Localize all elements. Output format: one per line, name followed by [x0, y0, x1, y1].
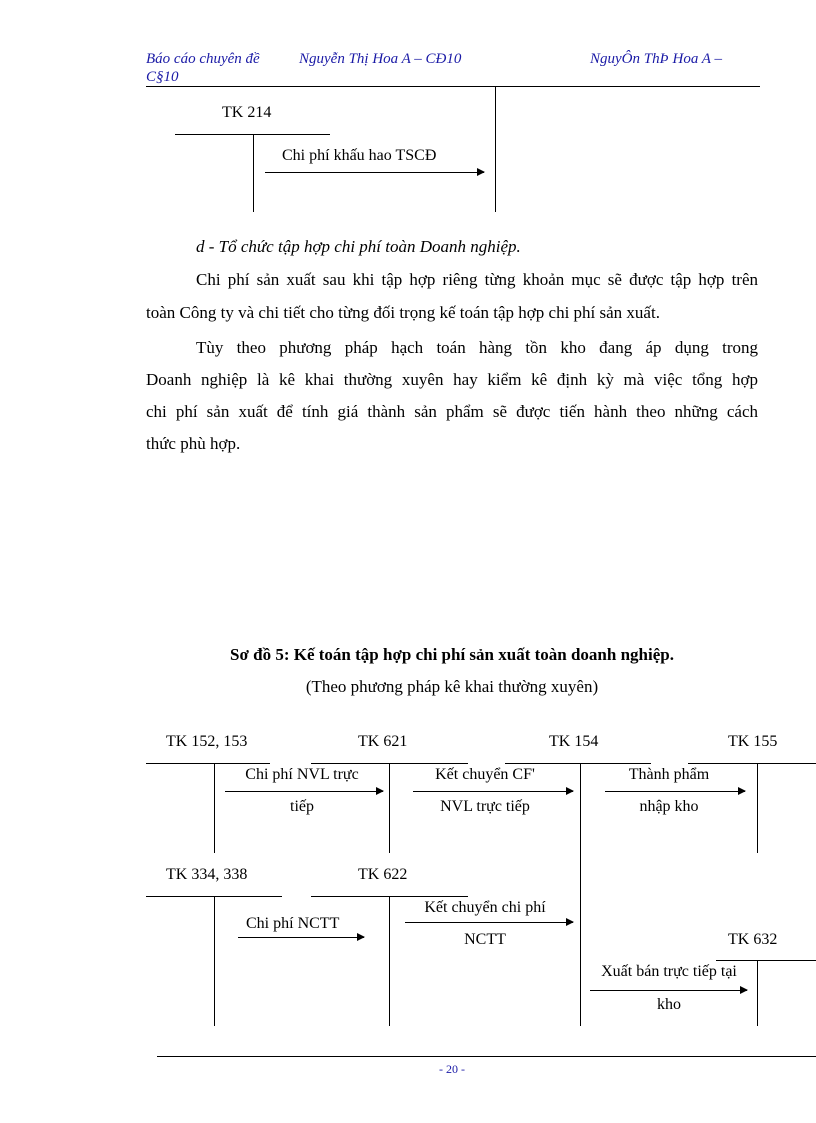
kc-nvl-arrow: [413, 791, 573, 792]
tk632-rule: [716, 960, 816, 961]
tk155-label: TK 155: [728, 733, 778, 750]
tk152-label: TK 152, 153: [166, 733, 248, 750]
tp-arrow: [605, 791, 745, 792]
kc-nc-entry-line1: Kết chuyển chi phí: [424, 899, 546, 916]
tk632-label: TK 632: [728, 931, 778, 948]
tp-entry-line2: nhập kho: [639, 798, 699, 815]
tk214-label: TK 214: [222, 104, 272, 121]
depreciation-arrow: [265, 172, 484, 173]
header-author-garbled: NguyÔn ThÞ Hoa A –: [590, 51, 722, 67]
ncct-entry: Chi phí NCTT: [246, 915, 340, 932]
tk622-label: TK 622: [358, 866, 408, 883]
t-account-right-line: [495, 86, 496, 212]
ncct-arrow: [238, 937, 364, 938]
tk334-stem: [214, 896, 215, 1026]
para2-line3: chi phí sản xuất để tính giá thành sản phẩm sẽ được tiến hành theo những cách: [146, 402, 758, 421]
footer-rule: [157, 1056, 816, 1057]
nvl-arrow: [225, 791, 383, 792]
header-report-label: Báo cáo chuyên đề: [146, 51, 260, 67]
tk621-label: TK 621: [358, 733, 408, 750]
tk154-rule: [505, 763, 651, 764]
tk154-label: TK 154: [549, 733, 599, 750]
diagram5-title: Sơ đồ 5: Kế toán tập hợp chi phí sản xuất toàn doanh nghiệp.: [230, 645, 674, 664]
xb-entry-line2: kho: [657, 996, 681, 1013]
tk632-stem: [757, 960, 758, 1026]
tk155-stem: [757, 763, 758, 853]
depreciation-entry-label: Chi phí khấu hao TSCĐ: [282, 147, 437, 164]
nvl-entry-line2: tiếp: [290, 798, 314, 815]
tk152-rule: [146, 763, 270, 764]
diagram5-subtitle: (Theo phương pháp kê khai thường xuyên): [305, 677, 599, 696]
tk214-stem: [253, 134, 254, 212]
header-code: C§10: [146, 69, 179, 85]
tk152-stem: [214, 763, 215, 853]
xb-arrow: [590, 990, 747, 991]
section-d-heading: d - Tổ chức tập hợp chi phí toàn Doanh nghiệp.: [196, 237, 521, 256]
tp-entry-line1: Thành phẩm: [628, 766, 710, 783]
tk154-stem: [580, 763, 581, 1026]
para1-line2: toàn Công ty và chi tiết cho từng đối trọng kế toán tập hợp chi phí sản xuất.: [146, 303, 660, 322]
kc-nc-arrow: [405, 922, 573, 923]
para2-line4: thức phù hợp.: [146, 434, 241, 453]
kc-nc-entry-line2: NCTT: [464, 931, 506, 948]
header-author: Nguyễn Thị Hoa A – CĐ10: [299, 51, 462, 67]
tk155-rule: [688, 763, 816, 764]
page-number: - 20 -: [439, 1062, 465, 1076]
tk621-stem: [389, 763, 390, 853]
nvl-entry-line1: Chi phí NVL trực: [245, 766, 359, 783]
para1-line1: Chi phí sản xuất sau khi tập hợp riêng từng khoản mục sẽ được tập hợp trên: [196, 270, 758, 289]
kc-nvl-entry-line2: NVL trực tiếp: [440, 798, 530, 815]
kc-nvl-entry-line1: Kết chuyển CF': [435, 766, 535, 783]
tk334-label: TK 334, 338: [166, 866, 248, 883]
para2-line1: Tùy theo phương pháp hạch toán hàng tồn kho đang áp dụng trong: [196, 338, 758, 357]
xb-entry-line1: Xuất bán trực tiếp tại: [601, 963, 737, 980]
para2-line2: Doanh nghiệp là kê khai thường xuyên hay kiểm kê định kỳ mà việc tổng hợp: [146, 370, 758, 389]
tk622-stem: [389, 896, 390, 1026]
header-rule: [146, 86, 760, 87]
